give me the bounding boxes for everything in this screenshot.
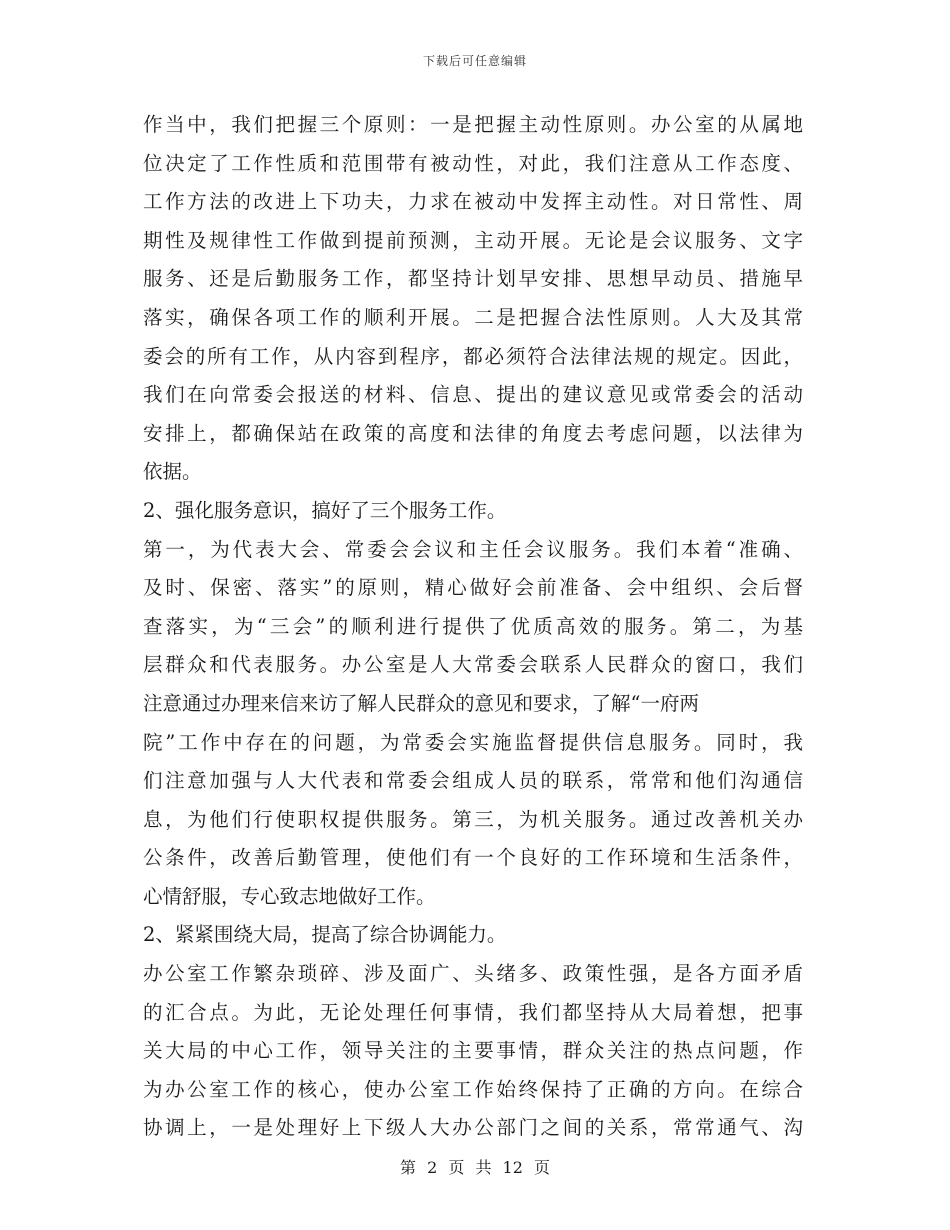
body-text-line: 协调上，一是处理好上下级人大办公部门之间的关系，常常通气、沟 [143, 1116, 803, 1140]
body-text-line: 工作方法的改进上下功夫，力求在被动中发挥主动性。对日常性、周 [143, 190, 803, 214]
body-text-line: 办公室工作繁杂琐碎、涉及面广、头绪多、政策性强，是各方面矛盾 [143, 962, 803, 986]
document-body [143, 106, 803, 1148]
body-text-line: 的汇合点。为此，无论处理任何事情，我们都坚持从大局着想，把事 [143, 1000, 803, 1024]
body-text-line: 层群众和代表服务。办公室是人大常委会联系人民群众的窗口，我们 [143, 653, 803, 677]
body-text-line: 们注意加强与人大代表和常委会组成人员的联系，常常和他们沟通信 [143, 769, 803, 793]
body-text-line: 息，为他们行使职权提供服务。第三，为机关服务。通过改善机关办 [143, 807, 803, 831]
body-text-line: 院”工作中存在的问题，为常委会实施监督提供信息服务。同时，我 [143, 730, 803, 754]
body-text-line: 2、紧紧围绕大局，提高了综合协调能力。 [143, 923, 507, 947]
body-text-line: 为办公室工作的核心，使办公室工作始终保持了正确的方向。在综合 [143, 1077, 803, 1101]
body-text-line: 作当中，我们把握三个原则：一是把握主动性原则。办公室的从属地 [143, 113, 803, 136]
body-text-line: 及时、保密、落实”的原则，精心做好会前准备、会中组织、会后督 [143, 576, 803, 600]
body-text-line: 公条件，改善后勤管理，使他们有一个良好的工作环境和生活条件， [143, 846, 803, 870]
body-text-line: 我们在向常委会报送的材料、信息、提出的建议意见或常委会的活动 [143, 383, 803, 407]
body-text-line: 查落实，为“三会”的顺利进行提供了优质高效的服务。第二，为基 [143, 614, 803, 638]
page-header: 下载后可任意编辑 [422, 54, 527, 68]
body-text-line: 委会的所有工作，从内容到程序，都必须符合法律法规的规定。因此， [143, 344, 803, 368]
body-text-line: 2、强化服务意识，搞好了三个服务工作。 [143, 498, 507, 522]
body-text-line: 位决定了工作性质和范围带有被动性，对此，我们注意从工作态度、 [143, 151, 803, 175]
body-text-line: 安排上，都确保站在政策的高度和法律的角度去考虑问题，以法律为 [143, 421, 803, 445]
body-text-line: 落实，确保各项工作的顺利开展。二是把握合法性原则。人大及其常 [143, 305, 803, 329]
body-text-line: 注意通过办理来信来访了解人民群众的意见和要求，了解“一府两 [143, 691, 699, 715]
body-text-line: 服务、还是后勤服务工作，都坚持计划早安排、思想早动员、措施早 [143, 267, 803, 291]
body-text-line: 关大局的中心工作，领导关注的主要事情，群众关注的热点问题，作 [143, 1039, 803, 1063]
page-footer: 第 2 页 共 12 页 [400, 1158, 550, 1177]
body-text-line: 心情舒服，专心致志地做好工作。 [143, 884, 436, 908]
body-text-line: 期性及规律性工作做到提前预测，主动开展。无论是会议服务、文字 [143, 228, 803, 252]
body-text-line: 依据。 [143, 460, 202, 484]
body-text-line: 第一，为代表大会、常委会会议和主任会议服务。我们本着“准确、 [143, 537, 803, 561]
